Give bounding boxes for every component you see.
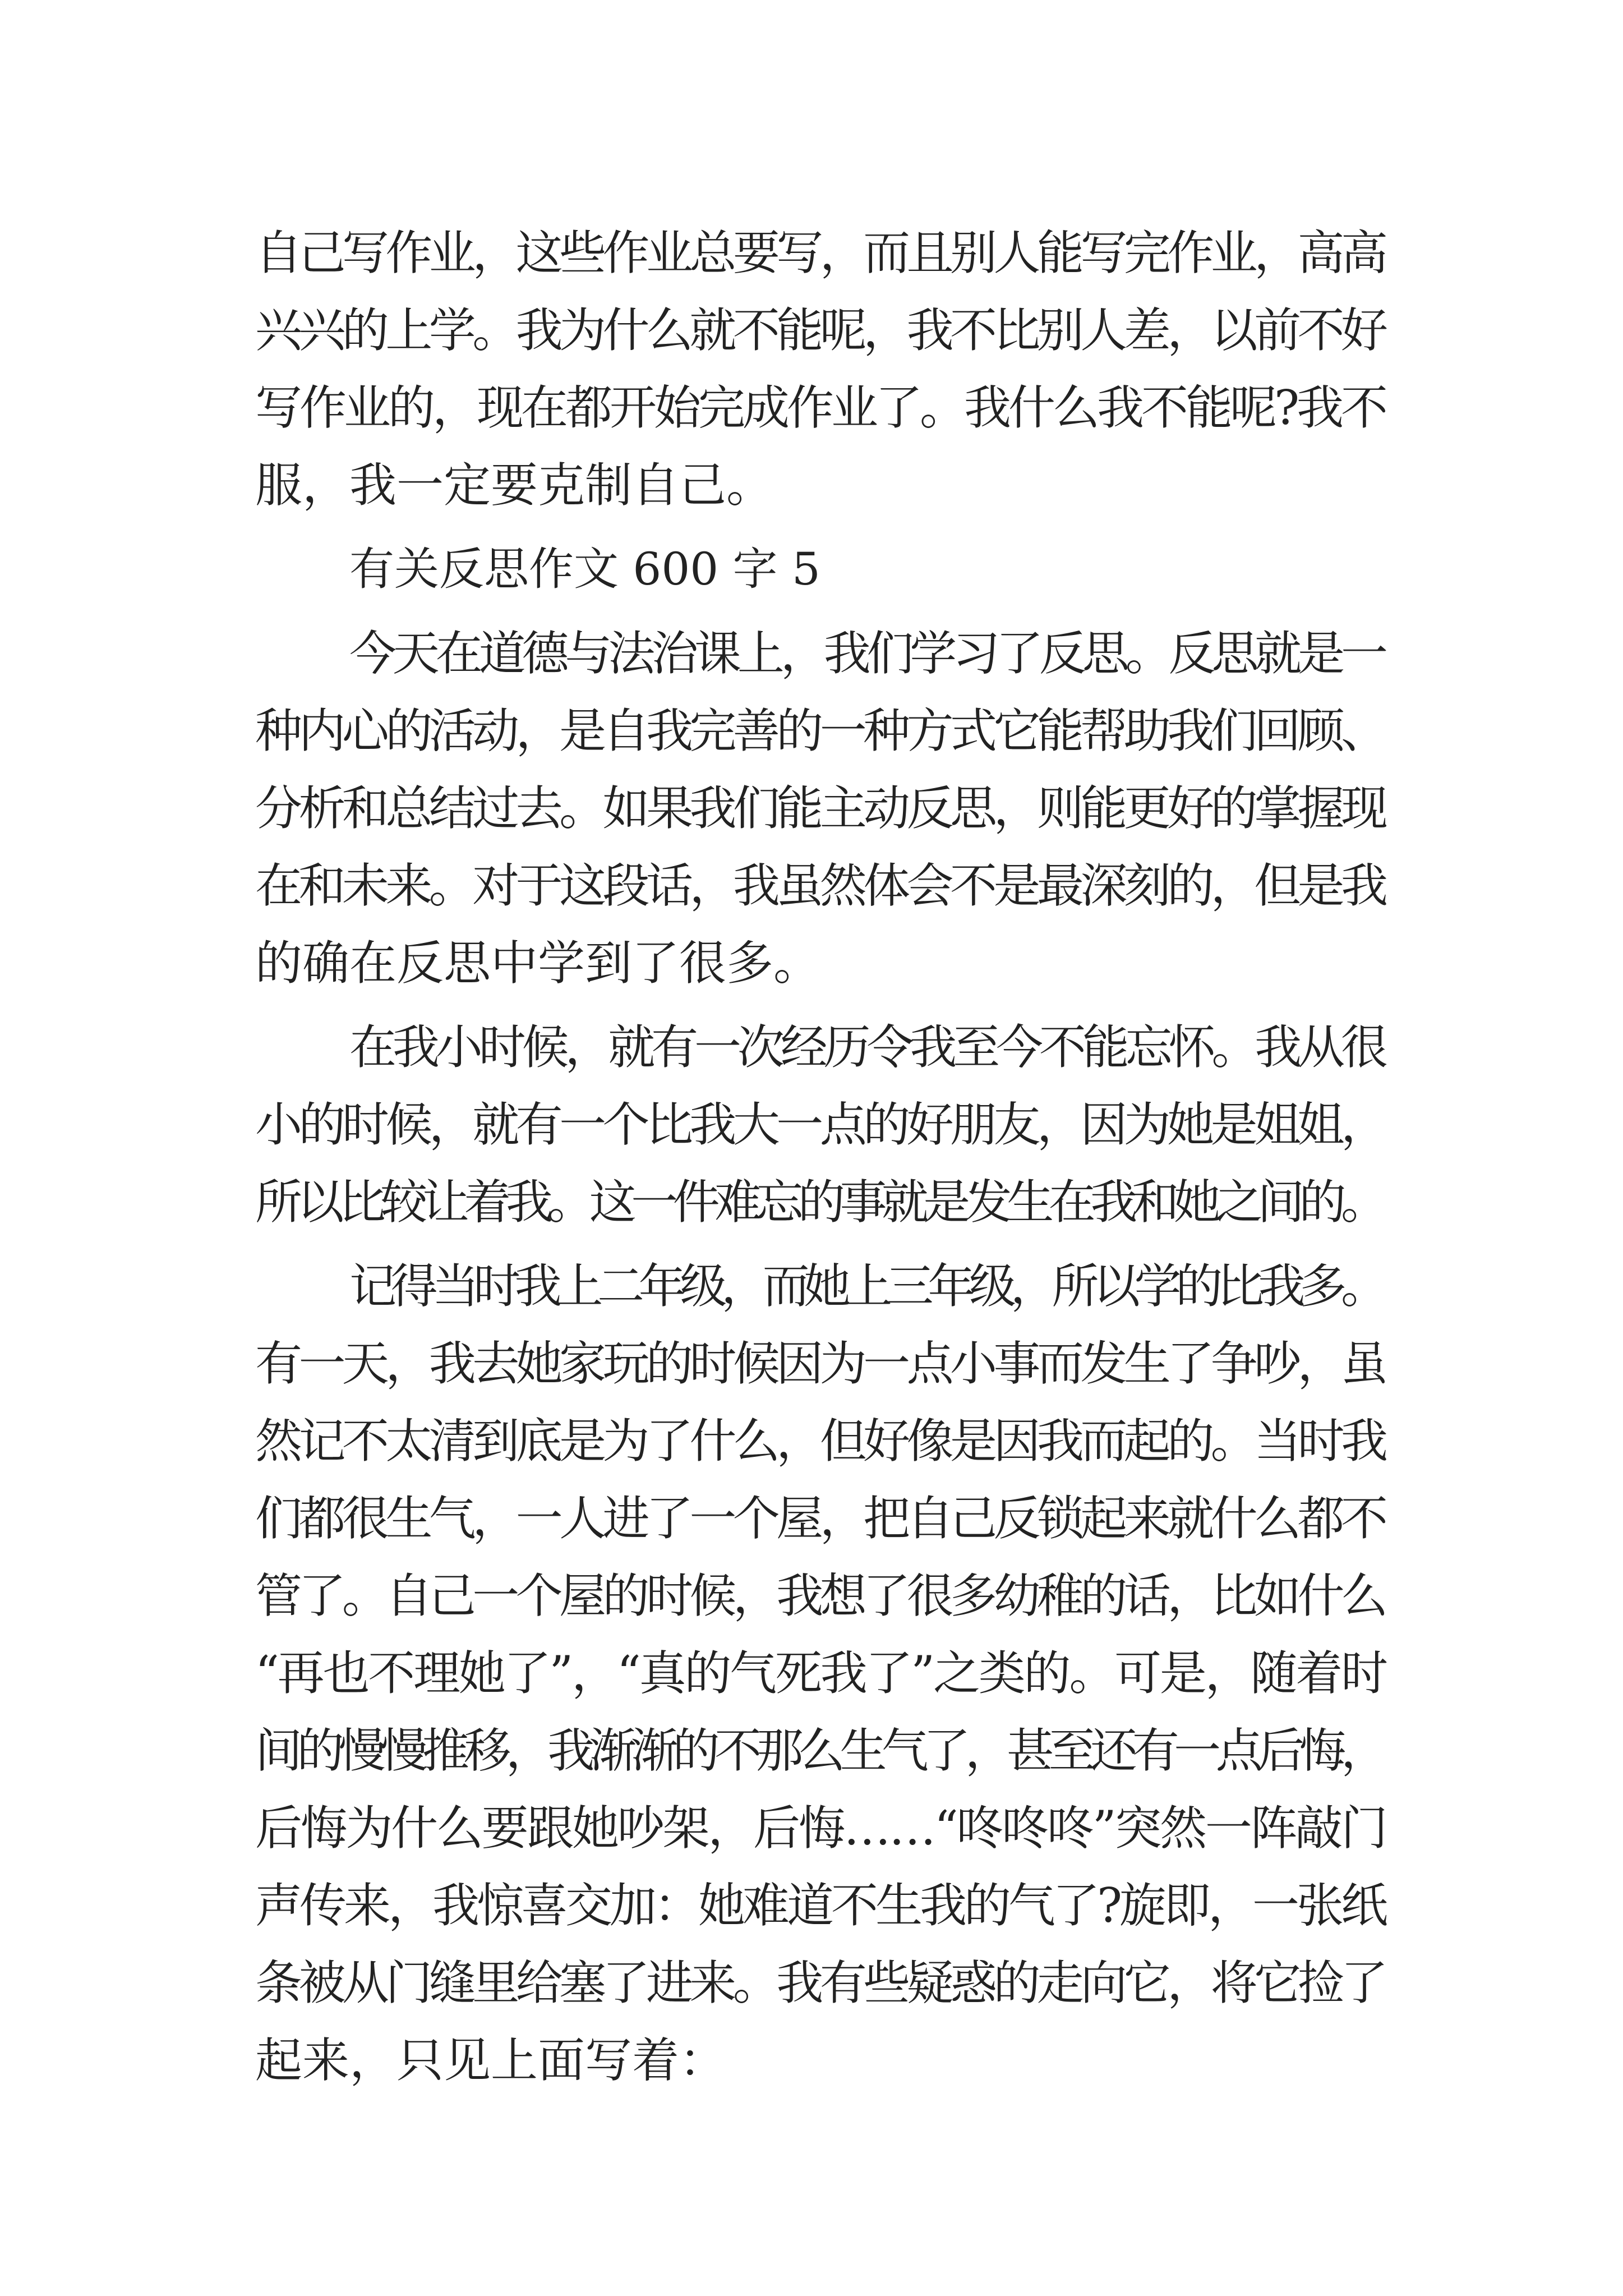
text-line: 写作业的，现在都开始完成作业了。我什么我不能呢?我不 bbox=[255, 380, 1385, 435]
text-line: 在我小时候，就有一次经历令我至今不能忘怀。我从很 bbox=[349, 1020, 1384, 1075]
text-line: 条被从门缝里给塞了进来。我有些疑惑的走向它，将它捡了 bbox=[255, 1955, 1385, 2010]
heading-text: 有关反思作文 600 字 5 bbox=[349, 543, 820, 595]
paragraph bbox=[255, 1248, 1388, 2099]
text-line: 种内心的活动，是自我完善的一种方式它能帮助我们回顾、 bbox=[255, 703, 1385, 758]
text-line: 所以比较让着我。这一件难忘的事就是发生在我和她之间的。 bbox=[255, 1175, 1383, 1230]
text-line: 声传来，我惊喜交加：她难道不生我的气了?旋即，一张纸 bbox=[255, 1878, 1385, 1933]
text-line: 记得当时我上二年级，而她上三年级，所以学的比我多。 bbox=[349, 1259, 1382, 1314]
text-line: 起来，只见上面写着： bbox=[255, 2033, 727, 2088]
text-line: 管了。自己一个屋的时候，我想了很多幼稚的话，比如什么 bbox=[255, 1568, 1385, 1623]
paragraph-continuation bbox=[255, 214, 1388, 524]
text-line: 然记不太清到底是为了什么，但好像是因我而起的。当时我 bbox=[255, 1414, 1385, 1469]
text-line: 们都很生气，一人进了一个屋，把自己反锁起来就什么都不 bbox=[255, 1491, 1385, 1546]
text-line: 后悔为什么要跟她吵架，后悔……“咚咚咚”突然一阵敲门 bbox=[255, 1801, 1386, 1856]
text-line: 间的慢慢推移，我渐渐的不那么生气了，甚至还有一点后悔， bbox=[255, 1723, 1383, 1778]
text-line: 在和未来。对于这段话，我虽然体会不是最深刻的，但是我 bbox=[255, 858, 1385, 913]
text-line: 有一天，我去她家玩的时候因为一点小事而发生了争吵，虽 bbox=[255, 1336, 1385, 1391]
text-line: 的确在反思中学到了很多。 bbox=[255, 936, 821, 991]
text-line: 自己写作业，这些作业总要写，而且别人能写完作业，高高 bbox=[255, 226, 1385, 280]
document-body bbox=[255, 214, 1388, 2106]
section-heading bbox=[255, 531, 1388, 608]
text-line: 服，我一定要克制自己。 bbox=[255, 458, 774, 513]
text-line: 今天在道德与法治课上，我们学习了反思。反思就是一 bbox=[349, 626, 1384, 681]
text-line: “再也不理她了”，“真的气死我了”之类的。可是，随着时 bbox=[255, 1646, 1386, 1701]
text-line: 分析和总结过去。如果我们能主动反思，则能更好的掌握现 bbox=[255, 781, 1385, 836]
paragraph bbox=[255, 1009, 1388, 1241]
paragraph bbox=[255, 615, 1388, 1002]
text-line: 小的时候，就有一个比我大一点的好朋友，因为她是姐姐， bbox=[255, 1097, 1385, 1152]
text-line: 兴兴的上学。我为什么就不能呢，我不比别人差，以前不好 bbox=[255, 303, 1385, 358]
